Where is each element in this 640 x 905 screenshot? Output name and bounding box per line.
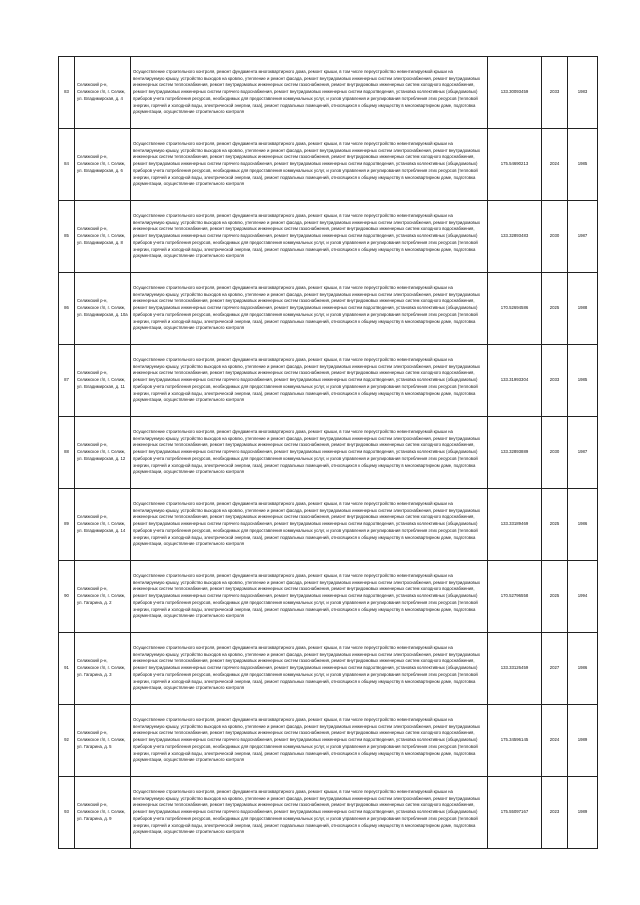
row-number: 89 [59, 489, 75, 561]
row-planned-year: 2027 [542, 633, 568, 705]
row-construction-year: 1985 [568, 129, 598, 201]
table-row [59, 345, 598, 417]
row-planned-year: 2030 [542, 417, 568, 489]
row-address: Селижский р-н, Селижское г/п, г. Селиж, ул. Гагарина, д. 2 [75, 561, 131, 633]
table-row [59, 201, 598, 273]
row-address: Селижский р-н, Селижское г/п, г. Селиж, ул. Владимирская, д. 4 [75, 57, 131, 129]
row-number: 83 [59, 57, 75, 129]
row-number: 87 [59, 345, 75, 417]
row-planned-year: 2025 [542, 489, 568, 561]
row-number: 90 [59, 561, 75, 633]
row-construction-year: 1989 [568, 705, 598, 777]
row-area-value: 133.32893483 [488, 201, 542, 273]
row-works-description: Осуществление строительного контроля, ремонт фундамента многоквартирного дома, ремонт крыши, в том числе переустройство невентилируемой крыши на вентилируемую крышу, устройство выходов на кровлю, утепление и ремонт фасада, ремонт внутридомовых инженерных систем электроснабжения, ремонт внутридомовых инженерных систем теплоснабжения, ремонт внутридомовых инженерных систем газоснабжения, ремонт внутридомовых инженерных систем холодного водоснабжения, ремонт внутридомовых инженерных систем горячего водоснабжения, ремонт внутридомовых инженерных систем водоотведения, установка коллективных (общедомовых) приборов учета потребления ресурсов, необходимых для предоставления коммунальных услуг, и узлов управления и регулирования потребления этих ресурсов (тепловой энергии, горячей и холодной воды, электрической энергии, газа), ремонт подвальных помещений, относящихся к общему имуществу в многоквартирном доме, подготовка документации, осуществление строительного контроля [131, 345, 488, 417]
row-construction-year: 1985 [568, 345, 598, 417]
table-row [59, 129, 598, 201]
row-works-description: Осуществление строительного контроля, ремонт фундамента многоквартирного дома, ремонт крыши, в том числе переустройство невентилируемой крыши на вентилируемую крышу, устройство выходов на кровлю, утепление и ремонт фасада, ремонт внутридомовых инженерных систем электроснабжения, ремонт внутридомовых инженерных систем теплоснабжения, ремонт внутридомовых инженерных систем газоснабжения, ремонт внутридомовых инженерных систем холодного водоснабжения, ремонт внутридомовых инженерных систем горячего водоснабжения, ремонт внутридомовых инженерных систем водоотведения, установка коллективных (общедомовых) приборов учета потребления ресурсов, необходимых для предоставления коммунальных услуг, и узлов управления и регулирования потребления этих ресурсов (тепловой энергии, горячей и холодной воды, электрической энергии, газа), ремонт подвальных помещений, относящихся к общему имуществу в многоквартирном доме, подготовка документации, осуществление строительного контроля [131, 417, 488, 489]
row-area-value: 175.34596145 [488, 705, 542, 777]
table-row [59, 561, 598, 633]
row-construction-year: 1986 [568, 489, 598, 561]
row-works-description: Осуществление строительного контроля, ремонт фундамента многоквартирного дома, ремонт крыши, в том числе переустройство невентилируемой крыши на вентилируемую крышу, устройство выходов на кровлю, утепление и ремонт фасада, ремонт внутридомовых инженерных систем электроснабжения, ремонт внутридомовых инженерных систем теплоснабжения, ремонт внутридомовых инженерных систем газоснабжения, ремонт внутридомовых инженерных систем холодного водоснабжения, ремонт внутридомовых инженерных систем горячего водоснабжения, ремонт внутридомовых инженерных систем водоотведения, установка коллективных (общедомовых) приборов учета потребления ресурсов, необходимых для предоставления коммунальных услуг, и узлов управления и регулирования потребления этих ресурсов (тепловой энергии, горячей и холодной воды, электрической энергии, газа), ремонт подвальных помещений, относящихся к общему имуществу в многоквартирном доме, подготовка документации, осуществление строительного контроля [131, 129, 488, 201]
table-row [59, 57, 598, 129]
row-planned-year: 2024 [542, 129, 568, 201]
table-body [59, 57, 598, 849]
row-area-value: 175.55097167 [488, 777, 542, 849]
row-construction-year: 1986 [568, 633, 598, 705]
row-number: 88 [59, 417, 75, 489]
row-address: Селижский р-н, Селижское г/п, г. Селиж, ул. Владимирская, д. 8 [75, 201, 131, 273]
row-works-description: Осуществление строительного контроля, ремонт фундамента многоквартирного дома, ремонт крыши, в том числе переустройство невентилируемой крыши на вентилируемую крышу, устройство выходов на кровлю, утепление и ремонт фасада, ремонт внутридомовых инженерных систем электроснабжения, ремонт внутридомовых инженерных систем теплоснабжения, ремонт внутридомовых инженерных систем газоснабжения, ремонт внутридомовых инженерных систем холодного водоснабжения, ремонт внутридомовых инженерных систем горячего водоснабжения, ремонт внутридомовых инженерных систем водоотведения, установка коллективных (общедомовых) приборов учета потребления ресурсов, необходимых для предоставления коммунальных услуг, и узлов управления и регулирования потребления этих ресурсов (тепловой энергии, горячей и холодной воды, электрической энергии, газа), ремонт подвальных помещений, относящихся к общему имуществу в многоквартирном доме, подготовка документации, осуществление строительного контроля [131, 633, 488, 705]
row-construction-year: 1987 [568, 417, 598, 489]
row-construction-year: 1987 [568, 201, 598, 273]
table-row [59, 489, 598, 561]
row-address: Селижский р-н, Селижское г/п, г. Селиж, ул. Владимирская, д. 10а [75, 273, 131, 345]
row-construction-year: 1988 [568, 273, 598, 345]
row-planned-year: 2033 [542, 57, 568, 129]
row-address: Селижский р-н, Селижское г/п, г. Селиж, ул. Владимирская, д. 12 [75, 417, 131, 489]
row-area-value: 133.33189469 [488, 489, 542, 561]
row-address: Селижский р-н, Селижское г/п, г. Селиж, ул. Гагарина, д. 9 [75, 777, 131, 849]
table-row [59, 705, 598, 777]
row-area-value: 133.32893889 [488, 417, 542, 489]
row-construction-year: 1989 [568, 777, 598, 849]
row-address: Селижский р-н, Селижское г/п, г. Селиж, ул. Гагарина, д. 3 [75, 633, 131, 705]
table-row [59, 633, 598, 705]
capital-repair-table [58, 56, 598, 849]
row-works-description: Осуществление строительного контроля, ремонт фундамента многоквартирного дома, ремонт крыши, в том числе переустройство невентилируемой крыши на вентилируемую крышу, устройство выходов на кровлю, утепление и ремонт фасада, ремонт внутридомовых инженерных систем электроснабжения, ремонт внутридомовых инженерных систем теплоснабжения, ремонт внутридомовых инженерных систем газоснабжения, ремонт внутридомовых инженерных систем холодного водоснабжения, ремонт внутридомовых инженерных систем горячего водоснабжения, ремонт внутридомовых инженерных систем водоотведения, установка коллективных (общедомовых) приборов учета потребления ресурсов, необходимых для предоставления коммунальных услуг, и узлов управления и регулирования потребления этих ресурсов (тепловой энергии, горячей и холодной воды, электрической энергии, газа), ремонт подвальных помещений, относящихся к общему имуществу в многоквартирном доме, подготовка документации, осуществление строительного контроля [131, 561, 488, 633]
table-row [59, 777, 598, 849]
row-area-value: 170.52694586 [488, 273, 542, 345]
row-number: 91 [59, 633, 75, 705]
row-works-description: Осуществление строительного контроля, ремонт фундамента многоквартирного дома, ремонт крыши, в том числе переустройство невентилируемой крыши на вентилируемую крышу, устройство выходов на кровлю, утепление и ремонт фасада, ремонт внутридомовых инженерных систем электроснабжения, ремонт внутридомовых инженерных систем теплоснабжения, ремонт внутридомовых инженерных систем газоснабжения, ремонт внутридомовых инженерных систем холодного водоснабжения, ремонт внутридомовых инженерных систем горячего водоснабжения, ремонт внутридомовых инженерных систем водоотведения, установка коллективных (общедомовых) приборов учета потребления ресурсов, необходимых для предоставления коммунальных услуг, и узлов управления и регулирования потребления этих ресурсов (тепловой энергии, горячей и холодной воды, электрической энергии, газа), ремонт подвальных помещений, относящихся к общему имуществу в многоквартирном доме, подготовка документации, осуществление строительного контроля [131, 705, 488, 777]
row-planned-year: 2030 [542, 201, 568, 273]
row-works-description: Осуществление строительного контроля, ремонт фундамента многоквартирного дома, ремонт крыши, в том числе переустройство невентилируемой крыши на вентилируемую крышу, устройство выходов на кровлю, утепление и ремонт фасада, ремонт внутридомовых инженерных систем электроснабжения, ремонт внутридомовых инженерных систем теплоснабжения, ремонт внутридомовых инженерных систем газоснабжения, ремонт внутридомовых инженерных систем холодного водоснабжения, ремонт внутридомовых инженерных систем горячего водоснабжения, ремонт внутридомовых инженерных систем водоотведения, установка коллективных (общедомовых) приборов учета потребления ресурсов, необходимых для предоставления коммунальных услуг, и узлов управления и регулирования потребления этих ресурсов (тепловой энергии, горячей и холодной воды, электрической энергии, газа), ремонт подвальных помещений, относящихся к общему имуществу в многоквартирном доме, подготовка документации, осуществление строительного контроля [131, 273, 488, 345]
row-area-value: 133.30093459 [488, 57, 542, 129]
row-planned-year: 2025 [542, 273, 568, 345]
row-planned-year: 2033 [542, 345, 568, 417]
row-address: Селижский р-н, Селижское г/п, г. Селиж, ул. Владимирская, д. 14 [75, 489, 131, 561]
row-planned-year: 2025 [542, 561, 568, 633]
row-works-description: Осуществление строительного контроля, ремонт фундамента многоквартирного дома, ремонт крыши, в том числе переустройство невентилируемой крыши на вентилируемую крышу, устройство выходов на кровлю, утепление и ремонт фасада, ремонт внутридомовых инженерных систем электроснабжения, ремонт внутридомовых инженерных систем теплоснабжения, ремонт внутридомовых инженерных систем газоснабжения, ремонт внутридомовых инженерных систем холодного водоснабжения, ремонт внутридомовых инженерных систем горячего водоснабжения, ремонт внутридомовых инженерных систем водоотведения, установка коллективных (общедомовых) приборов учета потребления ресурсов, необходимых для предоставления коммунальных услуг, и узлов управления и регулирования потребления этих ресурсов (тепловой энергии, горячей и холодной воды, электрической энергии, газа), ремонт подвальных помещений, относящихся к общему имуществу в многоквартирном доме, подготовка документации, осуществление строительного контроля [131, 777, 488, 849]
table-row [59, 273, 598, 345]
row-construction-year: 1994 [568, 561, 598, 633]
row-works-description: Осуществление строительного контроля, ремонт фундамента многоквартирного дома, ремонт крыши, в том числе переустройство невентилируемой крыши на вентилируемую крышу, устройство выходов на кровлю, утепление и ремонт фасада, ремонт внутридомовых инженерных систем электроснабжения, ремонт внутридомовых инженерных систем теплоснабжения, ремонт внутридомовых инженерных систем газоснабжения, ремонт внутридомовых инженерных систем холодного водоснабжения, ремонт внутридомовых инженерных систем горячего водоснабжения, ремонт внутридомовых инженерных систем водоотведения, установка коллективных (общедомовых) приборов учета потребления ресурсов, необходимых для предоставления коммунальных услуг, и узлов управления и регулирования потребления этих ресурсов (тепловой энергии, горячей и холодной воды, электрической энергии, газа), ремонт подвальных помещений, относящихся к общему имуществу в многоквартирном доме, подготовка документации, осуществление строительного контроля [131, 57, 488, 129]
row-number: 86 [59, 273, 75, 345]
row-works-description: Осуществление строительного контроля, ремонт фундамента многоквартирного дома, ремонт крыши, в том числе переустройство невентилируемой крыши на вентилируемую крышу, устройство выходов на кровлю, утепление и ремонт фасада, ремонт внутридомовых инженерных систем электроснабжения, ремонт внутридомовых инженерных систем теплоснабжения, ремонт внутридомовых инженерных систем газоснабжения, ремонт внутридомовых инженерных систем холодного водоснабжения, ремонт внутридомовых инженерных систем горячего водоснабжения, ремонт внутридомовых инженерных систем водоотведения, установка коллективных (общедомовых) приборов учета потребления ресурсов, необходимых для предоставления коммунальных услуг, и узлов управления и регулирования потребления этих ресурсов (тепловой энергии, горячей и холодной воды, электрической энергии, газа), ремонт подвальных помещений, относящихся к общему имуществу в многоквартирном доме, подготовка документации, осуществление строительного контроля [131, 201, 488, 273]
row-address: Селижский р-н, Селижское г/п, г. Селиж, ул. Владимирская, д. 6 [75, 129, 131, 201]
row-number: 92 [59, 705, 75, 777]
row-address: Селижский р-н, Селижское г/п, г. Селиж, ул. Владимирская, д. 11 [75, 345, 131, 417]
row-address: Селижский р-н, Селижское г/п, г. Селиж, ул. Гагарина, д. 5 [75, 705, 131, 777]
row-planned-year: 2024 [542, 705, 568, 777]
row-construction-year: 1983 [568, 57, 598, 129]
row-number: 93 [59, 777, 75, 849]
row-number: 85 [59, 201, 75, 273]
row-works-description: Осуществление строительного контроля, ремонт фундамента многоквартирного дома, ремонт крыши, в том числе переустройство невентилируемой крыши на вентилируемую крышу, устройство выходов на кровлю, утепление и ремонт фасада, ремонт внутридомовых инженерных систем электроснабжения, ремонт внутридомовых инженерных систем теплоснабжения, ремонт внутридомовых инженерных систем газоснабжения, ремонт внутридомовых инженерных систем холодного водоснабжения, ремонт внутридомовых инженерных систем горячего водоснабжения, ремонт внутридомовых инженерных систем водоотведения, установка коллективных (общедомовых) приборов учета потребления ресурсов, необходимых для предоставления коммунальных услуг, и узлов управления и регулирования потребления этих ресурсов (тепловой энергии, горячей и холодной воды, электрической энергии, газа), ремонт подвальных помещений, относящихся к общему имуществу в многоквартирном доме, подготовка документации, осуществление строительного контроля [131, 489, 488, 561]
table-row [59, 417, 598, 489]
row-area-value: 175.54690213 [488, 129, 542, 201]
row-planned-year: 2023 [542, 777, 568, 849]
row-area-value: 170.52796558 [488, 561, 542, 633]
row-area-value: 133.31993304 [488, 345, 542, 417]
row-number: 84 [59, 129, 75, 201]
row-area-value: 133.33126459 [488, 633, 542, 705]
